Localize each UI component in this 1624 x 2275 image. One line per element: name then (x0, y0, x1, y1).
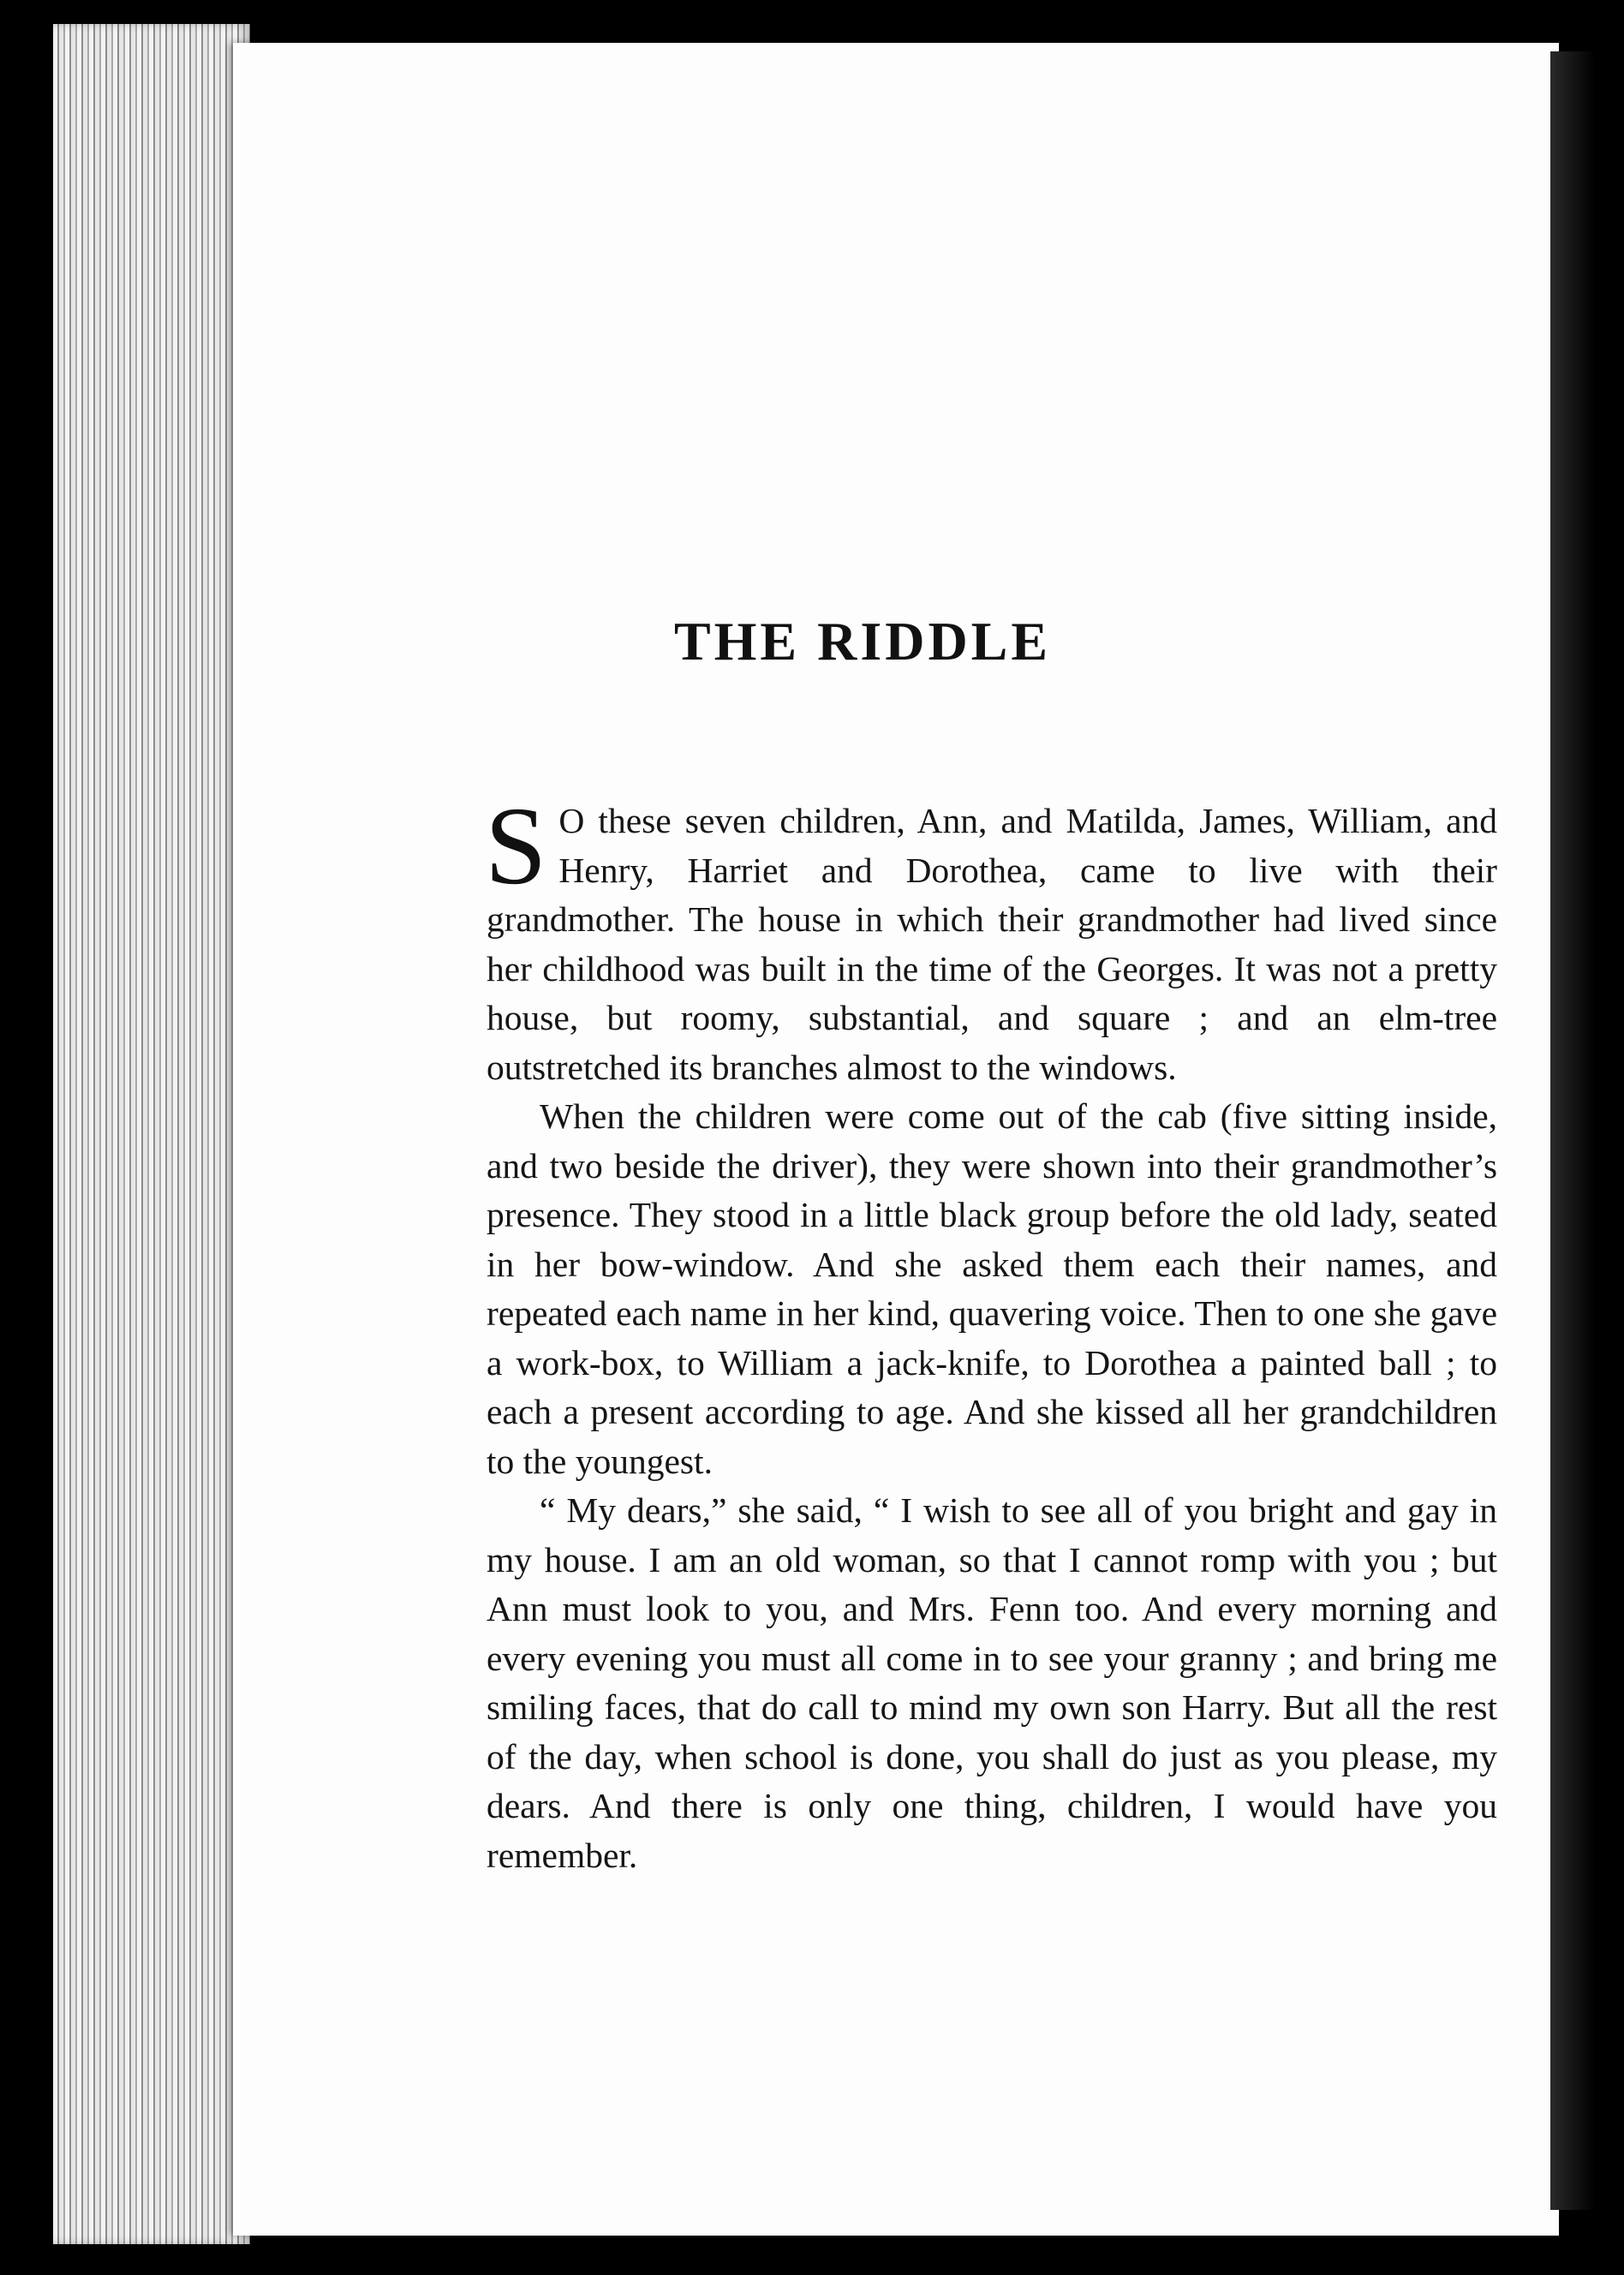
page-edges (53, 24, 250, 2244)
right-gutter (1550, 51, 1595, 2210)
paragraph-2-text: When the children were come out of the cab (five sitting inside, and two beside the driver), they were shown into their grandmother’s presence. They stood in a little black group before the old lady, seated in her bow-window. And she asked them each their names, and repeated each name in her kind, quavering voice. Then to one she gave a work-box, to William a jack-knife, to Dorothea a painted ball ; to each a present according to age. And she kissed all her grandchildren to the youngest. (487, 1096, 1497, 1481)
paragraph-1-text: these seven children, Ann, and Matilda, James, William, and Henry, Harriet and Dorothea, came to live with their grandmother. The house in which their grandmother had lived since her childhood was built in the time of the Georges. It was not a pretty house, but roomy, substantial, and square ; and an elm-tree outstretched its branches almost to the windows. (487, 801, 1497, 1087)
drop-cap: S (485, 785, 547, 908)
paragraph-3 (487, 1486, 1497, 1880)
chapter-title: THE RIDDLE (673, 611, 1052, 672)
body-text (485, 785, 1497, 1880)
drop-cap-lead: O (558, 801, 585, 840)
paragraph-2 (487, 1092, 1497, 1486)
paragraph-1 (485, 785, 1497, 1092)
paragraph-3-text: “ My dears,” she said, “ I wish to see all of you bright and gay in my house. I am an old woman, so that I cannot romp with you ; but Ann must look to you, and Mrs. Fenn too. And every morning and every evening you must all come in to see your granny ; and bring me smiling faces, that do call to mind my own son Harry. But all the rest of the day, when school is done, you shall do just as you please, my dears. And there is only one thing, children, I would have you remember. (487, 1490, 1497, 1875)
